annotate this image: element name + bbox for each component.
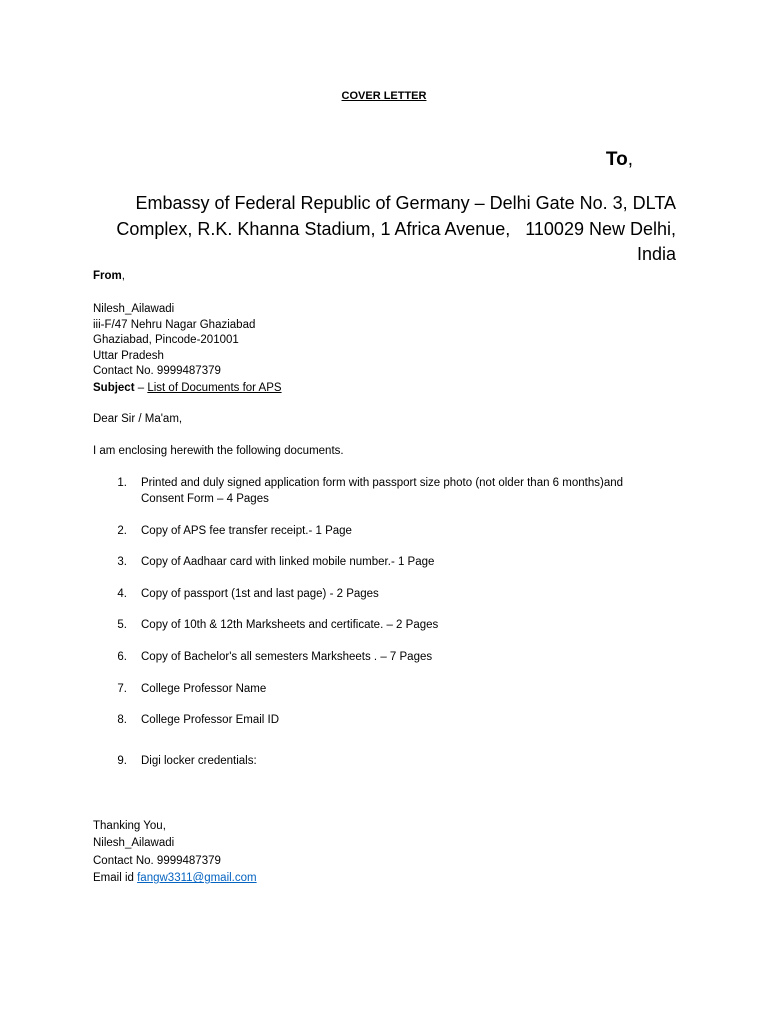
list-item-number: 3.	[117, 556, 127, 568]
list-item-text: Copy of 10th & 12th Marksheets and certificate. – 2 Pages	[141, 619, 439, 631]
intro-text: I am enclosing herewith the following documents.	[93, 445, 344, 457]
email-link[interactable]: fangw3311@gmail.com	[137, 872, 257, 885]
subject-dash: –	[134, 382, 148, 394]
recipient-line: Embassy of Federal Republic of Germany – Delhi Gate No. 3, DLTA	[135, 193, 676, 213]
list-item-text: Copy of APS fee transfer receipt.- 1 Page	[141, 525, 352, 537]
email-label: Email id	[93, 872, 138, 885]
list-item-number: 5.	[117, 619, 127, 631]
sender-contact: Contact No. 9999487379	[93, 365, 221, 378]
recipient-address	[90, 191, 676, 268]
sender-name: Nilesh_Ailawadi	[93, 303, 175, 315]
from-heading	[93, 269, 125, 285]
subject-line	[93, 381, 282, 397]
list-item-number: 7.	[117, 683, 127, 695]
list-item-number: 4.	[117, 588, 127, 600]
list-item-text: Copy of passport (1st and last page) - 2 Pages	[141, 588, 379, 600]
list-item-text: Copy of Aadhaar card with linked mobile number.- 1 Page	[141, 556, 435, 568]
subject-label: Subject	[93, 382, 135, 394]
closing-contact: Contact No. 9999487379	[93, 854, 221, 867]
sender-address-line: Ghaziabad, Pincode-201001	[93, 334, 239, 347]
subject-text: List of Documents for APS	[147, 382, 282, 394]
from-label: From	[93, 270, 122, 282]
closing-block	[93, 818, 257, 888]
list-item-text: Copy of Bachelor's all semesters Marksheets . – 7 Pages	[141, 651, 433, 663]
closing-email-line	[93, 870, 257, 887]
list-item-number: 2.	[117, 525, 127, 537]
to-comma: ,	[627, 149, 633, 170]
list-item-text: College Professor Email ID	[141, 714, 280, 726]
recipient-line: India	[636, 244, 676, 264]
list-item-number: 1.	[117, 477, 127, 489]
sender-address	[93, 302, 255, 380]
list-item-number: 9.	[117, 755, 127, 767]
closing-name: Nilesh_Ailawadi	[93, 837, 175, 850]
from-comma: ,	[121, 270, 125, 282]
list-item-text: College Professor Name	[141, 683, 267, 695]
sender-state: Uttar Pradesh	[93, 349, 164, 362]
document-title: COVER LETTER	[341, 90, 427, 102]
list-item-number: 8.	[117, 714, 127, 726]
list-item-text: Printed and duly signed application form with passport size photo (not older than 6 months)and Consent Form – 4 Pages	[141, 477, 624, 505]
sender-address-line: iii-F/47 Nehru Nagar Ghaziabad	[93, 318, 256, 331]
greeting: Dear Sir / Ma'am,	[93, 413, 183, 425]
to-heading	[606, 149, 633, 171]
list-item-text: Digi locker credentials:	[141, 755, 257, 767]
closing-thanks: Thanking You,	[93, 820, 166, 832]
list-item-number: 6.	[117, 651, 127, 663]
to-label: To	[605, 149, 628, 170]
recipient-line: Complex, R.K. Khanna Stadium, 1 Africa Avenue, 110029 New Delhi,	[116, 218, 676, 239]
